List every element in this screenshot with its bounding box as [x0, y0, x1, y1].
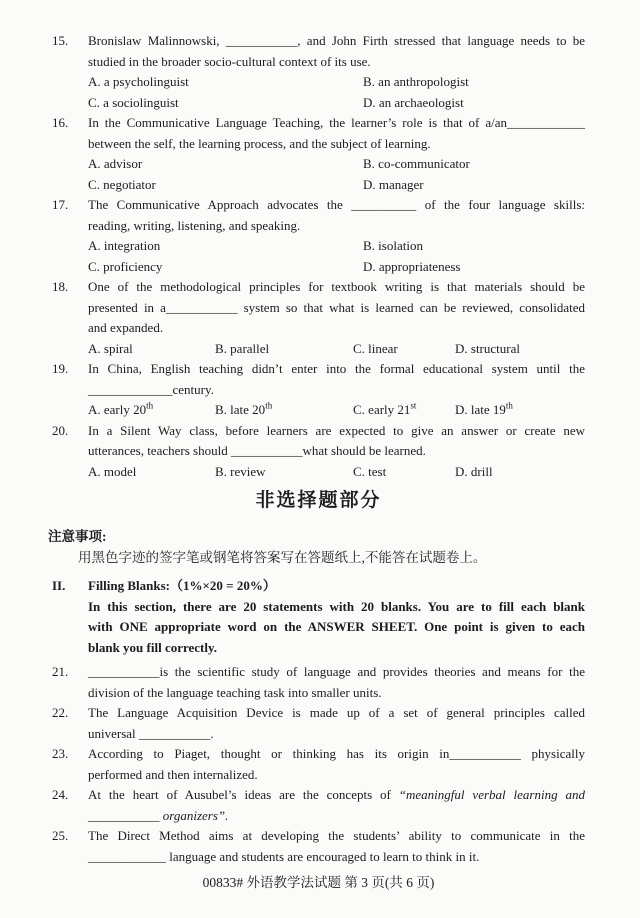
option-d: D. appropriateness — [363, 258, 461, 274]
question-body — [88, 113, 585, 195]
question-text-line: In a Silent Way class, before learners are expected to give an answer or create new — [88, 422, 585, 438]
question-text-line: One of the methodological principles for textbook writing is that materials should be — [88, 279, 585, 294]
quoted-italic-segment: “meaningful verbal learning and — [398, 787, 585, 802]
question-number: 22. — [52, 705, 69, 720]
ordinal-suffix: th — [505, 400, 513, 411]
ordinal-suffix: st — [410, 400, 417, 411]
options-grid — [88, 339, 585, 360]
part2-desc-line: with ONE appropriate word on the ANSWER SHEET. One point is given to each — [88, 619, 585, 634]
question-text-line: ____________ language and students are encouraged to learn to think in it. — [88, 848, 480, 864]
question-number: 19. — [52, 361, 69, 376]
question-number: 15. — [52, 33, 69, 48]
option-a: A. model — [88, 463, 137, 479]
question-text-line: performed and then internalized. — [88, 766, 258, 782]
part2-desc-line: blank you fill correctly. — [88, 639, 218, 655]
question-text-line: and expanded. — [88, 320, 164, 335]
page-footer: 00833# 外语教学法试题 第 3 页(共 6 页) — [202, 875, 435, 890]
question-22 — [52, 703, 585, 744]
question-24 — [52, 785, 585, 826]
question-text-line: universal ___________. — [88, 725, 214, 741]
question-text-line: studied in the broader socio-cultural context of its use. — [88, 53, 371, 69]
option-d: D. drill — [455, 463, 493, 479]
ordinal-suffix: th — [146, 400, 154, 411]
quoted-italic-line: ___________ organizers”. — [88, 807, 229, 823]
option-b: B. parallel — [215, 340, 270, 356]
question-text-line — [88, 785, 585, 806]
option-text: A. early 20 — [88, 402, 147, 417]
option-c: C. a sociolinguist — [88, 94, 179, 110]
question-body — [88, 195, 585, 277]
question-body — [88, 662, 585, 703]
question-20 — [52, 421, 585, 483]
question-number: 25. — [52, 828, 69, 843]
question-text-line: The Communicative Approach advocates the __________ of the four language skills: — [88, 197, 585, 212]
part2-title: Filling Blanks:（1%×20 = 20%） — [88, 578, 276, 593]
option-a: A. spiral — [88, 340, 133, 356]
option-b: B. review — [215, 463, 266, 479]
question-19 — [52, 359, 585, 421]
question-number: 21. — [52, 664, 69, 679]
question-17 — [52, 195, 585, 277]
part2-desc-line: In this section, there are 20 statements with 20 blanks. You are to fill each blank — [88, 598, 585, 614]
question-body — [88, 744, 585, 785]
question-text-line: The Language Acquisition Device is made up of a set of general principles called — [88, 705, 585, 720]
question-text-line: _____________century. — [88, 381, 214, 397]
option-text: D. late 19 — [455, 402, 506, 417]
question-text-line: utterances, teachers should ___________what should be learned. — [88, 443, 426, 458]
option-text: B. late 20 — [215, 402, 266, 417]
option-d — [455, 400, 585, 421]
question-body — [88, 31, 585, 113]
question-text-line: reading, writing, listening, and speaking. — [88, 217, 301, 233]
option-a: A. advisor — [88, 156, 143, 171]
question-21 — [52, 662, 585, 703]
option-d: D. an archaeologist — [363, 94, 464, 110]
question-number: 18. — [52, 279, 69, 294]
option-c: C. proficiency — [88, 258, 163, 274]
text-segment: At the heart of Ausubel’s ideas are the concepts of — [88, 787, 399, 802]
question-text-line: The Direct Method aims at developing the students’ ability to communicate in the — [88, 828, 585, 843]
options-grid — [88, 462, 585, 483]
options-grid — [88, 236, 585, 277]
question-15 — [52, 31, 585, 113]
question-number: 20. — [52, 422, 69, 438]
ordinal-suffix: th — [265, 400, 273, 411]
option-text: C. early 21 — [353, 402, 411, 417]
notes-text: 用黑色字迹的签字笔或钢笔将答案写在答题纸上,不能答在试题卷上。 — [78, 550, 487, 565]
question-text-line: between the self, the learning process, and the subject of learning. — [88, 135, 431, 151]
question-body — [88, 826, 585, 867]
option-b: B. isolation — [363, 238, 423, 253]
question-body — [88, 703, 585, 744]
part2-body — [88, 576, 585, 658]
question-text-line: presented in a___________ system so that what is learned can be reviewed, consolidated — [88, 299, 585, 315]
question-text-line: According to Piaget, thought or thinking has its origin in___________ physically — [88, 746, 585, 761]
question-text-line: In China, English teaching didn’t enter into the formal educational system until the — [88, 361, 585, 376]
question-number: 24. — [52, 787, 69, 802]
question-body — [88, 421, 585, 483]
option-b: B. an anthropologist — [363, 74, 469, 89]
option-a — [88, 400, 215, 421]
question-text-line: In the Communicative Language Teaching, the learner’s role is that of a/an____________ — [88, 115, 585, 130]
question-number: 23. — [52, 746, 69, 761]
option-c: C. negotiator — [88, 176, 156, 192]
option-c: C. linear — [353, 340, 398, 356]
question-text-line: ___________is the scientific study of language and provides theories and means for the — [88, 664, 585, 679]
option-a: A. a psycholinguist — [88, 74, 189, 89]
question-text-line: Bronislaw Malinnowski, ___________, and John Firth stressed that language needs to be — [88, 33, 585, 48]
option-a: A. integration — [88, 238, 161, 253]
question-25 — [52, 826, 585, 867]
notes-label: 注意事项: — [48, 529, 107, 544]
options-grid — [88, 400, 585, 421]
question-number: 16. — [52, 115, 69, 130]
question-number: 17. — [52, 197, 69, 212]
question-18 — [52, 277, 585, 359]
option-d: D. manager — [363, 176, 424, 192]
options-grid — [88, 72, 585, 113]
question-body — [88, 277, 585, 359]
option-b: B. co-communicator — [363, 156, 470, 171]
question-text-line: division of the language teaching task into smaller units. — [88, 684, 382, 700]
option-c — [353, 400, 455, 421]
question-body — [88, 359, 585, 421]
part2-numeral: II. — [52, 578, 66, 593]
option-c: C. test — [353, 463, 387, 479]
option-b — [215, 400, 353, 421]
section-header: 非选择题部分 — [255, 490, 382, 511]
question-16 — [52, 113, 585, 195]
options-grid — [88, 154, 585, 195]
option-d: D. structural — [455, 340, 520, 356]
part2-block — [52, 576, 585, 658]
question-23 — [52, 744, 585, 785]
question-body — [88, 785, 585, 826]
